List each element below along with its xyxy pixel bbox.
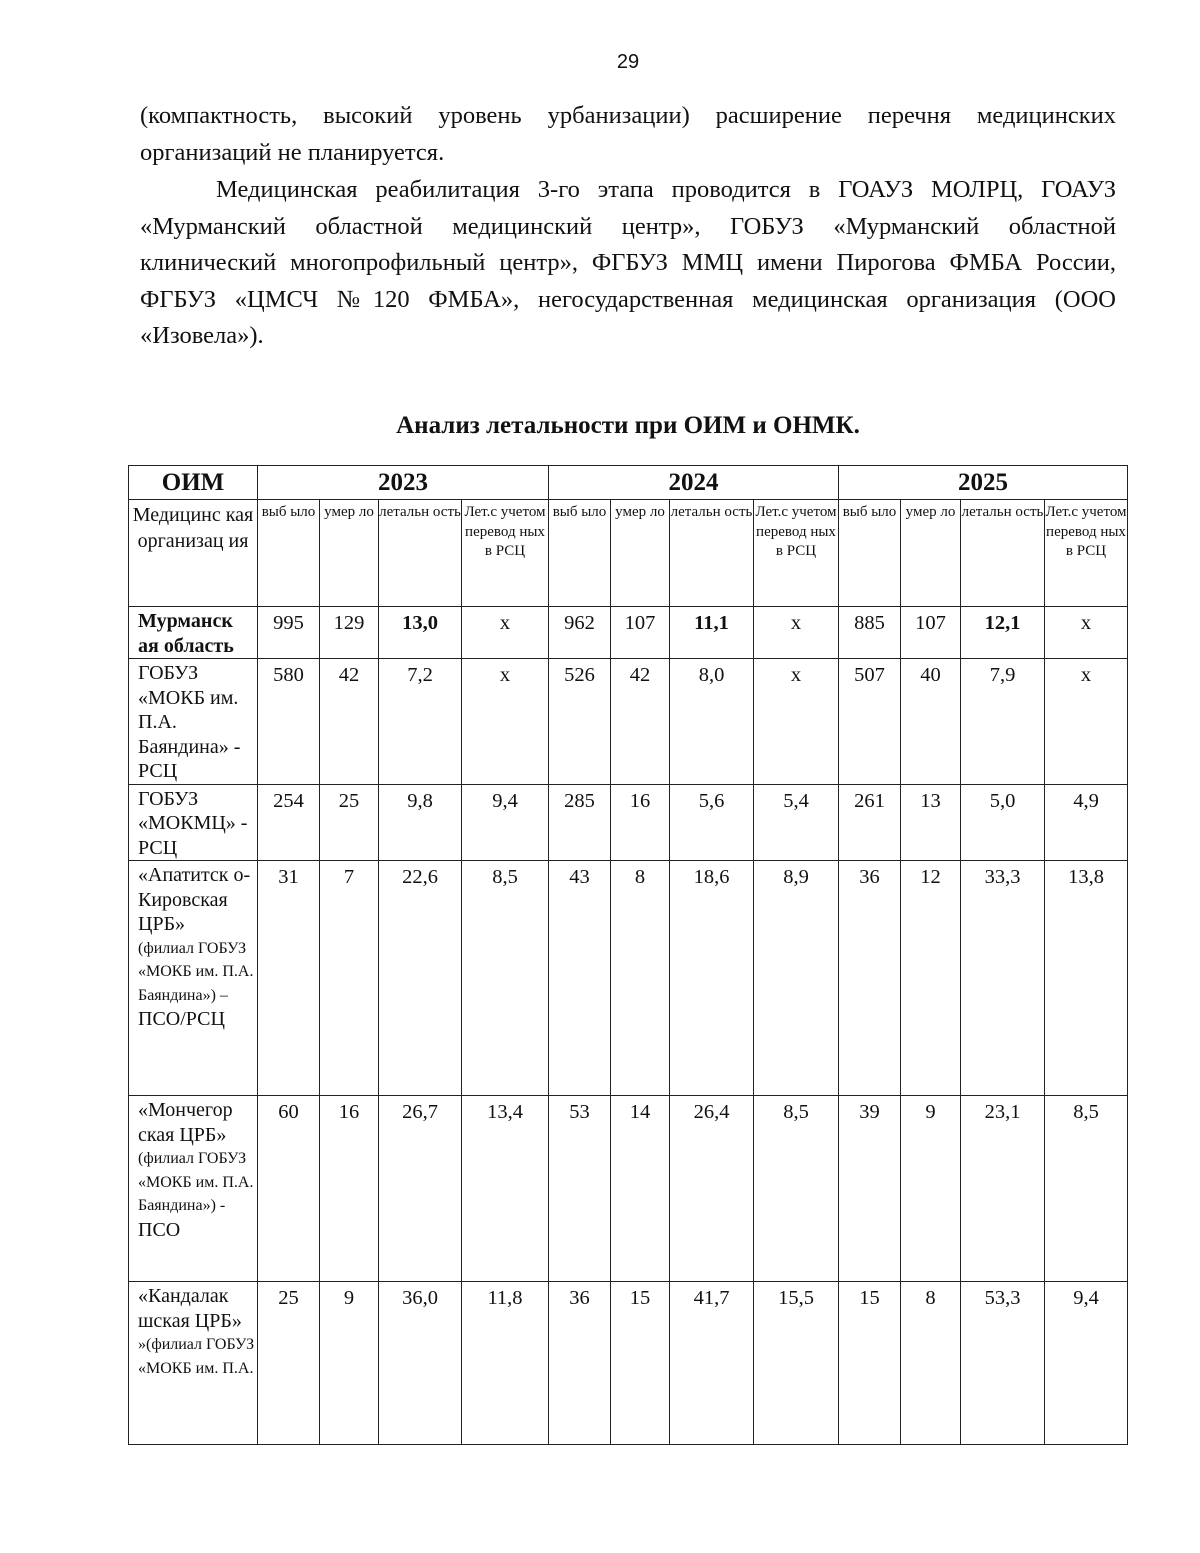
value-cell: 12,1	[961, 607, 1045, 659]
value-cell: 36	[839, 861, 901, 1096]
value-cell: 8,5	[1045, 1096, 1128, 1282]
value-cell: 8,5	[754, 1096, 839, 1282]
column-header-row	[129, 500, 1128, 607]
column-header-discharged: выб ыло	[549, 500, 611, 607]
organization-name: ГОБУЗ «МОКБ им. П.А. Баяндина» - РСЦ	[138, 662, 241, 782]
value-cell: 8,0	[670, 659, 754, 785]
value-cell: 11,1	[670, 607, 754, 659]
column-header-discharged: выб ыло	[839, 500, 901, 607]
value-cell: 26,7	[379, 1096, 462, 1282]
organization-cell	[129, 1096, 258, 1282]
value-cell: 9,4	[1045, 1282, 1128, 1445]
value-cell: 8,9	[754, 861, 839, 1096]
value-cell: 9,8	[379, 784, 462, 861]
value-cell: 42	[611, 659, 670, 785]
table-row	[129, 1096, 1128, 1282]
organization-note: (филиал ГОБУЗ «МОКБ им. П.А. Баяндина») –	[138, 939, 254, 1004]
table-title: Анализ летальности при ОИМ и ОНМК.	[396, 412, 860, 439]
value-cell: x	[754, 659, 839, 785]
value-cell: 885	[839, 607, 901, 659]
value-cell: 254	[258, 784, 320, 861]
value-cell: 580	[258, 659, 320, 785]
lethality-table	[128, 465, 1128, 1445]
value-cell: 107	[611, 607, 670, 659]
column-header-lethality: летальн ость	[961, 500, 1045, 607]
body-paragraph: (компактность, высокий уровень урбанизации) расширение перечня медицинских организаций не планируется.	[140, 102, 1116, 166]
year-header: 2023	[258, 466, 549, 500]
column-header-lethality-transfers: Лет.с учетом перевод ных в РСЦ	[754, 500, 839, 607]
value-cell: 995	[258, 607, 320, 659]
value-cell: 53	[549, 1096, 611, 1282]
value-cell: 7	[320, 861, 379, 1096]
value-cell: 23,1	[961, 1096, 1045, 1282]
organization-name: Мурманск ая область	[138, 610, 234, 657]
value-cell: 5,0	[961, 784, 1045, 861]
organization-name: «Кандалак шская ЦРБ»	[138, 1285, 242, 1332]
organization-type: ПСО/РСЦ	[138, 1008, 225, 1030]
value-cell: 11,8	[462, 1282, 549, 1445]
value-cell: 9	[320, 1282, 379, 1445]
value-cell: 14	[611, 1096, 670, 1282]
value-cell: 13,0	[379, 607, 462, 659]
value-cell: 526	[549, 659, 611, 785]
year-header-row	[129, 466, 1128, 500]
value-cell: 25	[320, 784, 379, 861]
column-header-lethality: летальн ость	[670, 500, 754, 607]
value-cell: 962	[549, 607, 611, 659]
organization-note: (филиал ГОБУЗ «МОКБ им. П.А. Баяндина») -	[138, 1150, 254, 1214]
value-cell: 507	[839, 659, 901, 785]
value-cell: 13,4	[462, 1096, 549, 1282]
table-row	[129, 659, 1128, 785]
organization-cell	[129, 1282, 258, 1445]
table-row	[129, 1282, 1128, 1445]
organization-name: «Мончегор ская ЦРБ»	[138, 1099, 233, 1146]
column-header-died: умер ло	[320, 500, 379, 607]
value-cell: 25	[258, 1282, 320, 1445]
organization-note: »(филиал ГОБУЗ «МОКБ им. П.А.	[138, 1336, 255, 1377]
value-cell: 9,4	[462, 784, 549, 861]
organization-cell	[129, 659, 258, 785]
corner-label: ОИМ	[129, 466, 258, 500]
value-cell: 4,9	[1045, 784, 1128, 861]
column-header-lethality-transfers: Лет.с учетом перевод ных в РСЦ	[1045, 500, 1128, 607]
organization-cell	[129, 784, 258, 861]
value-cell: 285	[549, 784, 611, 861]
page-number: 29	[616, 51, 640, 73]
value-cell: 107	[901, 607, 961, 659]
value-cell: x	[462, 659, 549, 785]
value-cell: 7,9	[961, 659, 1045, 785]
value-cell: x	[1045, 659, 1128, 785]
value-cell: x	[462, 607, 549, 659]
table-row	[129, 607, 1128, 659]
organization-cell	[129, 607, 258, 659]
value-cell: 8	[901, 1282, 961, 1445]
value-cell: 26,4	[670, 1096, 754, 1282]
organization-name: «Апатитск о- Кировская ЦРБ»	[138, 864, 251, 935]
value-cell: 8,5	[462, 861, 549, 1096]
table-row	[129, 784, 1128, 861]
value-cell: 42	[320, 659, 379, 785]
value-cell: 60	[258, 1096, 320, 1282]
value-cell: 36	[549, 1282, 611, 1445]
value-cell: 15,5	[754, 1282, 839, 1445]
value-cell: 9	[901, 1096, 961, 1282]
value-cell: 31	[258, 861, 320, 1096]
value-cell: 40	[901, 659, 961, 785]
organization-name: ГОБУЗ «МОКМЦ» - РСЦ	[138, 787, 248, 859]
value-cell: 5,6	[670, 784, 754, 861]
column-header-died: умер ло	[611, 500, 670, 607]
column-header-lethality-transfers: Лет.с учетом перевод ных в РСЦ	[462, 500, 549, 607]
value-cell: 7,2	[379, 659, 462, 785]
value-cell: 261	[839, 784, 901, 861]
value-cell: 43	[549, 861, 611, 1096]
body-paragraph: Медицинская реабилитация 3-го этапа проводится в ГОАУЗ МОЛРЦ, ГОАУЗ «Мурманский областной медицинский центр», ГОБУЗ «Мурманский областной клинический многопрофильный центр», ФГБУЗ ММЦ имени Пирогова ФМБА России, ФГБУЗ «ЦМСЧ №120 ФМБА», негосударственная медицинская организация (ООО «Изовела»).	[140, 176, 1116, 349]
column-header-lethality: летальн ость	[379, 500, 462, 607]
column-header-died: умер ло	[901, 500, 961, 607]
value-cell: 39	[839, 1096, 901, 1282]
table-body	[129, 607, 1128, 1445]
value-cell: 5,4	[754, 784, 839, 861]
value-cell: x	[1045, 607, 1128, 659]
value-cell: 8	[611, 861, 670, 1096]
value-cell: 13,8	[1045, 861, 1128, 1096]
value-cell: 12	[901, 861, 961, 1096]
organization-type: ПСО	[138, 1218, 181, 1241]
value-cell: 129	[320, 607, 379, 659]
value-cell: 33,3	[961, 861, 1045, 1096]
value-cell: 41,7	[670, 1282, 754, 1445]
organization-cell	[129, 861, 258, 1096]
value-cell: 15	[839, 1282, 901, 1445]
value-cell: 53,3	[961, 1282, 1045, 1445]
org-column-header: Медицинс кая организац ия	[129, 500, 258, 607]
year-header: 2024	[549, 466, 839, 500]
value-cell: 16	[611, 784, 670, 861]
value-cell: 13	[901, 784, 961, 861]
value-cell: 16	[320, 1096, 379, 1282]
column-header-discharged: выб ыло	[258, 500, 320, 607]
value-cell: x	[754, 607, 839, 659]
value-cell: 36,0	[379, 1282, 462, 1445]
value-cell: 18,6	[670, 861, 754, 1096]
value-cell: 15	[611, 1282, 670, 1445]
table-row	[129, 861, 1128, 1096]
value-cell: 22,6	[379, 861, 462, 1096]
year-header: 2025	[839, 466, 1128, 500]
